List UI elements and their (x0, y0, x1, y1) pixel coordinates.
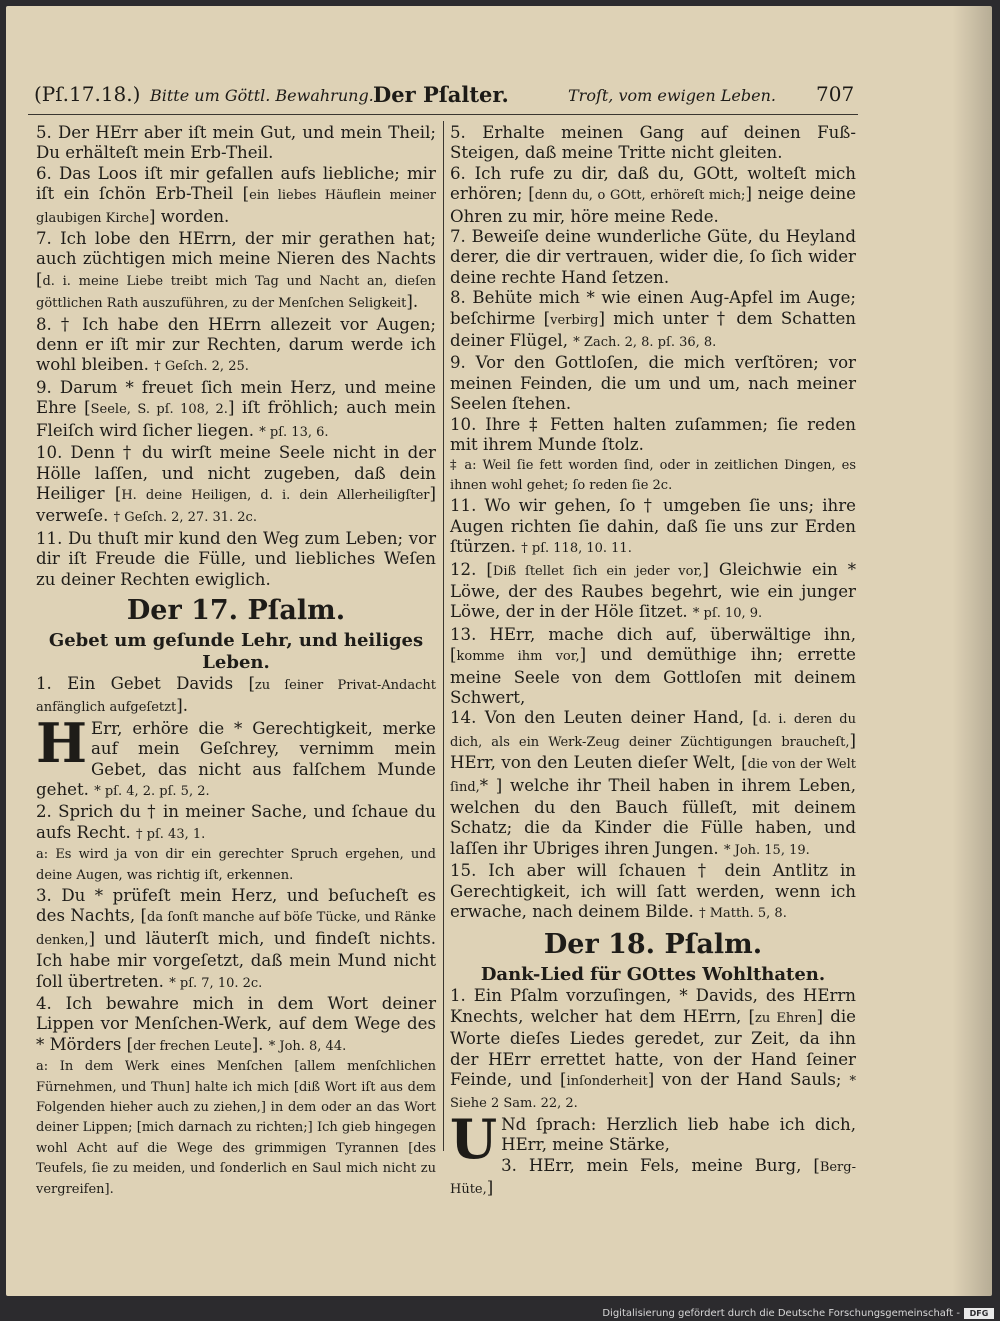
verse: 3. Du * prüfeſt mein Herz, und beſucheſt es des Nachts, [da ſonſt manche auf böſe Tücke, und Ränke denken,] und läuterſt mich, und findeſt nichts. Ich habe mir vorgeſetzt, daß mein Mund nicht ſoll übertreten. * pſ. 7, 10. 2c. (36, 886, 436, 991)
left-column (36, 123, 436, 1200)
verse: 9. Vor den Gottloſen, die mich verſtören; vor meinen Feinden, die um und um, nach meiner Seelen ſtehen. (450, 353, 856, 414)
psalm-18-subtitle: Dank-Lied für GOttes Wohlthaten. (480, 964, 826, 986)
footer-credit-text: Digitalisierung gefördert durch die Deutsche Forschungsgemeinschaft - (602, 1308, 960, 1319)
verse: 7. Ich lobe den HErrn, der mir gerathen hat; auch züchtigen mich meine Nieren des Nachts [d. i. meine Liebe treibt mich Tag und Nacht an, dieſen göttlichen Rath auszuführen, zu der Menſchen Seligkeit]. (36, 229, 436, 312)
verse: 6. Das Loos iſt mir gefallen aufs liebliche; mir iſt ein ſchön Erb-Theil [ein liebes Häuflein meiner glaubigen Kirche] worden. (36, 163, 436, 226)
header-rule (28, 114, 858, 115)
verse: 15. Ich aber will ſchauen † dein Antlitz in Gerechtigkeit, ich will ſatt werden, wenn ich erwache, nach deinem Bilde. † Matth. 5, 8. (450, 861, 856, 922)
running-header (28, 82, 855, 114)
digitization-footer (0, 1306, 1000, 1321)
verse: 3. HErr, mein Fels, meine Burg, [Berg-Hüte,] (450, 1155, 856, 1198)
footnote: a: In dem Werk eines Menſchen [allem menſchlichen Fürnehmen, und Thun] halte ich mich [diß Wort iſt aus dem Folgenden hieher auch zu ziehen,] in dem oder an das Wort deiner Lippen; [mich darnach zu richten;] Ich gieb hingegen wohl Acht auf die Wege des grimmigen Tyrannen [des Teufels, ſie zu meiden, und ſonderlich en Saul mich nicht zu vergreifen]. (36, 1059, 436, 1197)
drop-cap: U (450, 1106, 498, 1171)
verse: 5. Erhalte meinen Gang auf deinen Fuß-Steigen, daß meine Tritte nicht gleiten. (450, 123, 856, 163)
verse: 10. Denn † du wirſt meine Seele nicht in der Hölle laſſen, und nicht zugeben, daß dein Heiliger [H. deine Heiligen, d. i. dein Allerheiligſter] verweſe. † Geſch. 2, 27. 31. 2c. (36, 443, 436, 526)
verse: 1. Ein Gebet Davids [zu ſeiner Privat-Andacht anfänglich aufgeſetzt]. (36, 673, 436, 716)
verse: 6. Ich rufe zu dir, daß du, GOtt, wolteſt mich erhören; [denn du, o GOtt, erhöreſt mich;] neige deine Ohren zu mir, höre meine Rede. (450, 163, 856, 226)
verse: 9. Darum * freuet ſich mein Herz, und meine Ehre [Seele, S. pſ. 108, 2.] iſt fröhlich; auch mein Fleiſch wird ſicher liegen. * pſ. 13, 6. (36, 377, 436, 440)
verse: 7. Beweiſe deine wunderliche Güte, du Heyland derer, die dir vertrauen, wider die, ſo ſich wider deine rechte Hand ſetzen. (450, 227, 856, 287)
page-number: 707 (816, 82, 855, 106)
verse: 10. Ihre ‡ Fetten halten zuſammen; ſie reden mit ihrem Munde ſtolz. (450, 414, 856, 455)
verse: U Nd ſprach: Herzlich lieb habe ich dich, HErr, meine Stärke, (450, 1106, 856, 1171)
psalm-18-title: Der 18. Pſalm. (543, 929, 763, 961)
verse: 1. Ein Pſalm vorzuſingen, * Davids, des HErrn Knechts, welcher hat dem HErrn, [zu Ehren] die Worte dieſes Liedes geredet, zur Zeit, da ihn der HErr errettet hatte, von der Hand ſeiner Feinde, und [inſonderheit] von der Hand Sauls; * Siehe 2 Sam. 22, 2. (450, 986, 857, 1112)
verse: 11. Du thuſt mir kund den Weg zum Leben; vor dir iſt Freude die Fülle, und liebliches Weſen zu deiner Rechten ewiglich. (36, 528, 436, 589)
header-center-title: Der Pſalter. (373, 82, 509, 107)
verse: H Err, erhöre die * Gerechtigkeit, merke auf mein Geſchrey, vernimm mein Gebet, das nicht aus falſchem Munde gehet. * pſ. 4, 2. pſ. 5, 2. (36, 710, 436, 799)
header-right-title: Troſt, vom ewigen Leben. (568, 86, 776, 105)
psalm-17-subtitle: Gebet um geſunde Lehr, und heiliges Leben. (48, 629, 424, 673)
dfg-logo: DFG (964, 1308, 994, 1319)
verse: 14. Von den Leuten deiner Hand, [d. i. deren du dich, als ein Werk-Zeug deiner Züchtigungen braucheſt,] HErr, von den Leuten dieſer Welt, [die von der Welt ſind,* ] welche ihr Theil haben in ihrem Leben, welchen du den Bauch fülleſt, mit deinem Schatz; die da Kinder die Fülle haben, und laſſen ihr Ubriges ihren Jungen. * Joh. 15, 19. (450, 708, 856, 858)
verse: 4. Ich bewahre mich in dem Wort deiner Lippen vor Menſchen-Werk, auf dem Wege des * Mörders [der frechen Leute]. * Joh. 8, 44. (36, 994, 436, 1054)
footnote: ‡ a: Weil ſie fett worden ſind, oder in zeitlichen Dingen, es ihnen wohl gehet; ſo reden ſie 2c. (450, 457, 856, 493)
verse: 13. HErr, mache dich auf, überwältige ihn, [komme ihm vor,] und demüthige ihn; errette meine Seele von dem Gottloſen mit deinem Schwert, (450, 624, 856, 707)
psalm-17-title: Der 17. Pſalm. (126, 594, 346, 626)
verse: 12. [Diß ſtellet ſich ein jeder vor,] Gleichwie ein * Löwe, der des Raubes begehrt, wie ein junger Löwe, der in der Höle ſitzet. * pſ. 10, 9. (450, 559, 857, 622)
verse: 11. Wo wir gehen, ſo † umgeben ſie uns; ihre Augen richten ſie dahin, daß ſie uns zur Erden ſtürzen. † pſ. 118, 10. 11. (450, 496, 856, 557)
verse: 8. Behüte mich * wie einen Aug-Apfel im Auge; beſchirme [verbirg] mich unter † dem Schatten deiner Flügel, * Zach. 2, 8. pſ. 36, 8. (450, 288, 856, 351)
column-divider (443, 121, 444, 1151)
verse: 2. Sprich du † in meiner Sache, und ſchaue du aufs Recht. † pſ. 43, 1. (36, 802, 436, 842)
verse: 5. Der HErr aber iſt mein Gut, und mein Theil; Du erhälteſt mein Erb-Theil. (36, 123, 436, 163)
right-column (450, 123, 856, 1201)
footnote: a: Es wird ja von dir ein gerechter Spruch ergehen, und deine Augen, was richtig iſt, erkennen. (36, 847, 436, 883)
verse: 8. † Ich habe den HErrn allezeit vor Augen; denn er iſt mir zur Rechten, darum werde ich wohl bleiben. † Geſch. 2, 25. (36, 314, 436, 375)
header-psalm-reference: (Pſ.17.18.) (34, 82, 141, 106)
drop-cap: H (36, 710, 88, 775)
book-page (6, 6, 992, 1296)
header-left-title: Bitte um Göttl. Bewahrung. (150, 86, 374, 105)
